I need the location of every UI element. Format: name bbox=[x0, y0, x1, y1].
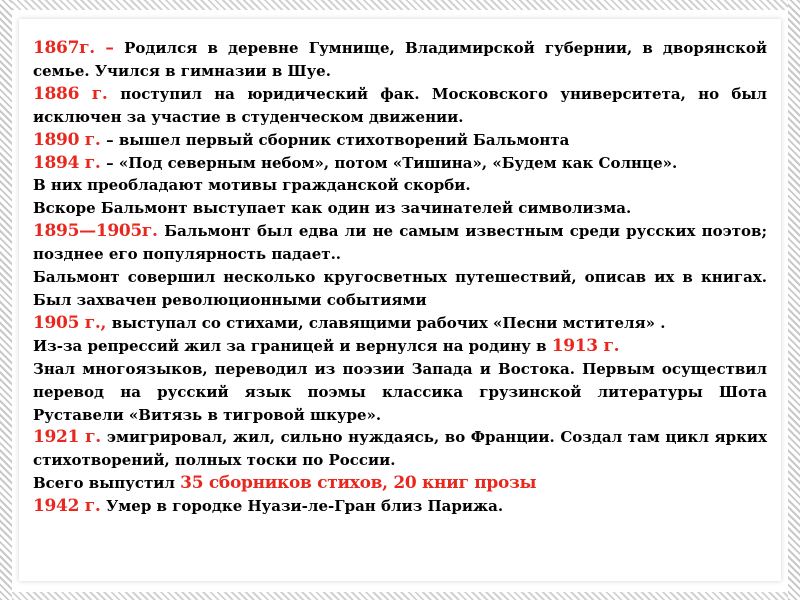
paragraph-motifs bbox=[33, 174, 767, 197]
date-highlight: 1886 г. bbox=[33, 83, 121, 104]
date-highlight: 1895—1905г. bbox=[33, 221, 165, 242]
paragraph-publications bbox=[33, 472, 767, 495]
paragraph-collections-1894 bbox=[33, 152, 767, 175]
paragraph-text: Бальмонт был едва ли не самым известным среди русских поэтов; позднее его популярность падает.. bbox=[33, 222, 767, 264]
date-highlight: 1942 г. bbox=[33, 496, 107, 517]
paragraph-university bbox=[33, 83, 767, 129]
date-highlight: 1913 г. bbox=[551, 335, 620, 356]
paragraph-return-1913 bbox=[33, 335, 767, 358]
paragraph-text: Умер в городке Нуази-ле-Гран близ Парижа. bbox=[106, 497, 504, 516]
paragraph-first-collection bbox=[33, 129, 767, 152]
right-stripe-decoration bbox=[788, 0, 800, 600]
date-highlight: 1921 г. bbox=[33, 427, 107, 448]
paragraph-text: выступал со стихами, славящими рабочих «Песни мстителя» . bbox=[111, 313, 666, 332]
left-stripe-decoration bbox=[0, 0, 12, 600]
paragraph-birth bbox=[33, 37, 767, 83]
paragraph-travels bbox=[33, 266, 767, 312]
date-highlight: 1905 г., bbox=[33, 312, 112, 333]
paragraph-text: эмигрировал, жил, сильно нуждаясь, во Франции. Создал там цикл ярких стихотворений, полных тоски по России. bbox=[33, 428, 768, 470]
date-highlight: 1890 г. bbox=[33, 129, 107, 150]
biography-text bbox=[33, 37, 767, 518]
content-card bbox=[19, 19, 781, 581]
paragraph-text: Знал многоязыков, переводил из поэзии Запада и Востока. Первым осуществил перевод на русский язык поэмы классика грузинской литературы Шота Руставели «Витязь в тигровой шкуре». bbox=[33, 359, 767, 424]
paragraph-text: поступил на юридический фак. Московского университета, но был исключен за участие в студенческом движении. bbox=[33, 84, 768, 126]
paragraph-text: Родился в деревне Гумнище, Владимирской губернии, в дворянской семье. Учился в гимназии в Шуе. bbox=[33, 39, 767, 80]
paragraph-revolution-1905 bbox=[33, 312, 767, 335]
paragraph-text: Вскоре Бальмонт выступает как один из зачинателей символизма. bbox=[33, 199, 632, 218]
top-stripe-decoration bbox=[12, 0, 788, 10]
paragraph-death-1942 bbox=[33, 495, 767, 518]
paragraph-text: Из-за репрессий жил за границей и вернулся на родину в bbox=[33, 336, 552, 355]
paragraph-emigration-1921 bbox=[33, 426, 767, 472]
paragraph-text: – «Под северным небом», потом «Тишина», «Будем как Солнце». bbox=[106, 153, 678, 172]
date-highlight: 1867г. – bbox=[33, 38, 125, 58]
count-highlight: 35 сборников стихов, 20 книг прозы bbox=[180, 473, 537, 494]
paragraph-text: Бальмонт совершил несколько кругосветных путешествий, описав их в книгах. Был захвачен революционными событиями bbox=[33, 268, 767, 309]
paragraph-text: В них преобладают мотивы гражданской скорби. bbox=[33, 176, 471, 195]
paragraph-text: – вышел первый сборник стихотворений Бальмонта bbox=[106, 130, 570, 149]
bottom-stripe-decoration bbox=[12, 592, 788, 600]
date-highlight: 1894 г. bbox=[33, 152, 107, 173]
paragraph-text: Всего выпустил bbox=[33, 474, 181, 493]
paragraph-popularity bbox=[33, 220, 767, 266]
paragraph-symbolism bbox=[33, 197, 767, 220]
paragraph-translations bbox=[33, 358, 767, 427]
